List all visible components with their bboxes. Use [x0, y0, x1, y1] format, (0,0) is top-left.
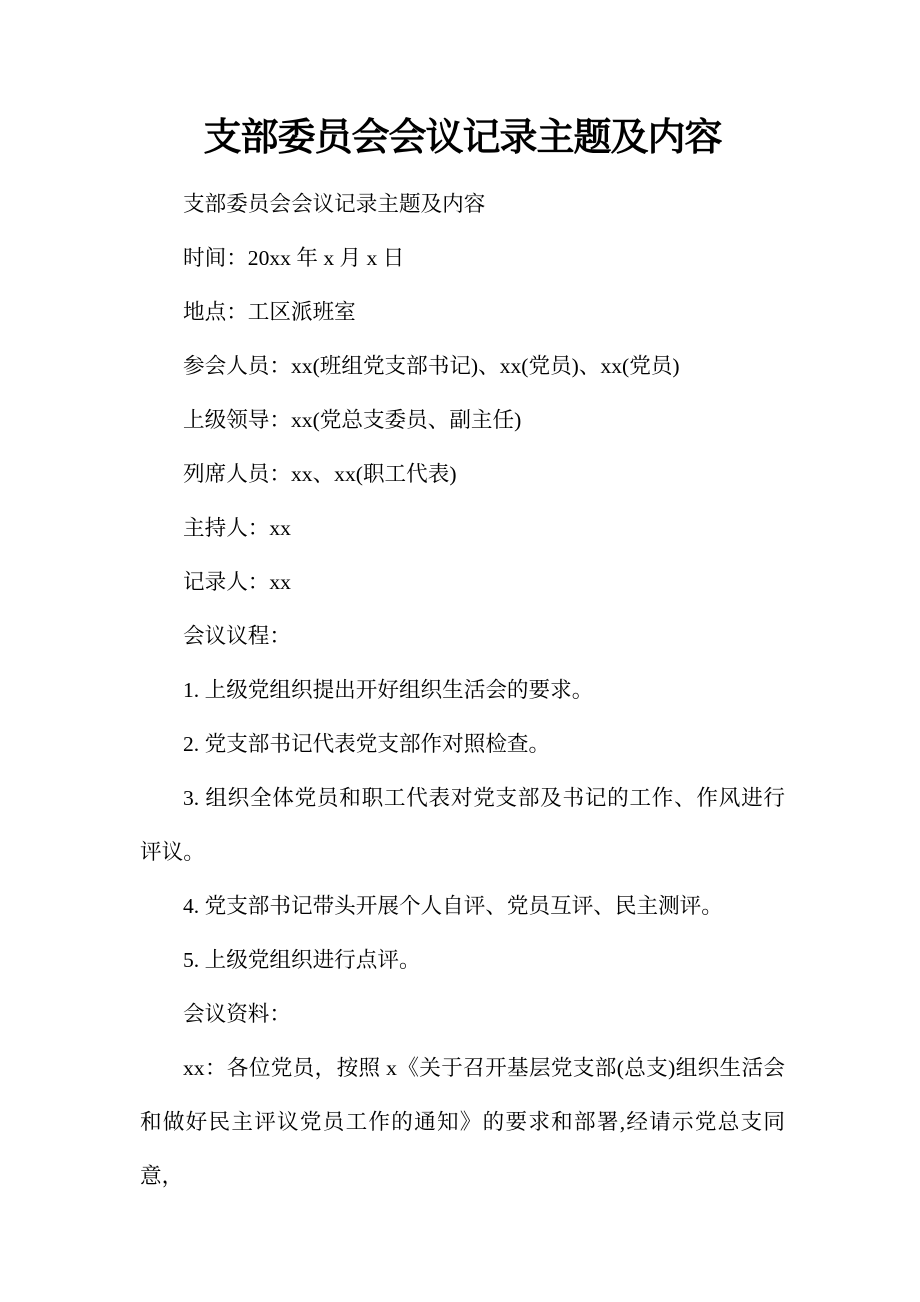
paragraph: 参会人员：xx(班组党支部书记)、xx(党员)、xx(党员)	[183, 354, 680, 378]
paragraph: 5. 上级党组织进行点评。	[183, 948, 421, 972]
document-title: 支部委员会会议记录主题及内容	[203, 117, 722, 159]
paragraph: 列席人员：xx、xx(职工代表)	[183, 462, 457, 486]
paragraph: 3. 组织全体党员和职工代表对党支部及书记的工作、作风进行评议。	[140, 786, 785, 864]
paragraph: 上级领导：xx(党总支委员、副主任)	[183, 408, 522, 432]
paragraph: 会议议程：	[183, 624, 291, 648]
paragraph: 时间：20xx 年 x 月 x 日	[183, 246, 405, 270]
paragraph: 1. 上级党组织提出开好组织生活会的要求。	[183, 678, 594, 702]
paragraph: 2. 党支部书记代表党支部作对照检查。	[183, 732, 551, 756]
paragraph: 主持人：xx	[183, 516, 291, 540]
paragraph: 记录人：xx	[183, 570, 291, 594]
paragraph: 地点：工区派班室	[183, 300, 356, 324]
paragraph: xx：各位党员，按照 x《关于召开基层党支部(总支)组织生活会和做好民主评议党员工作的通知》的要求和部署,经请示党总支同意，	[140, 1056, 785, 1188]
paragraph: 支部委员会会议记录主题及内容	[183, 191, 486, 216]
paragraph: 4. 党支部书记带头开展个人自评、党员互评、民主测评。	[183, 894, 723, 918]
paragraph: 会议资料：	[183, 1002, 291, 1026]
document-body	[140, 177, 785, 1203]
